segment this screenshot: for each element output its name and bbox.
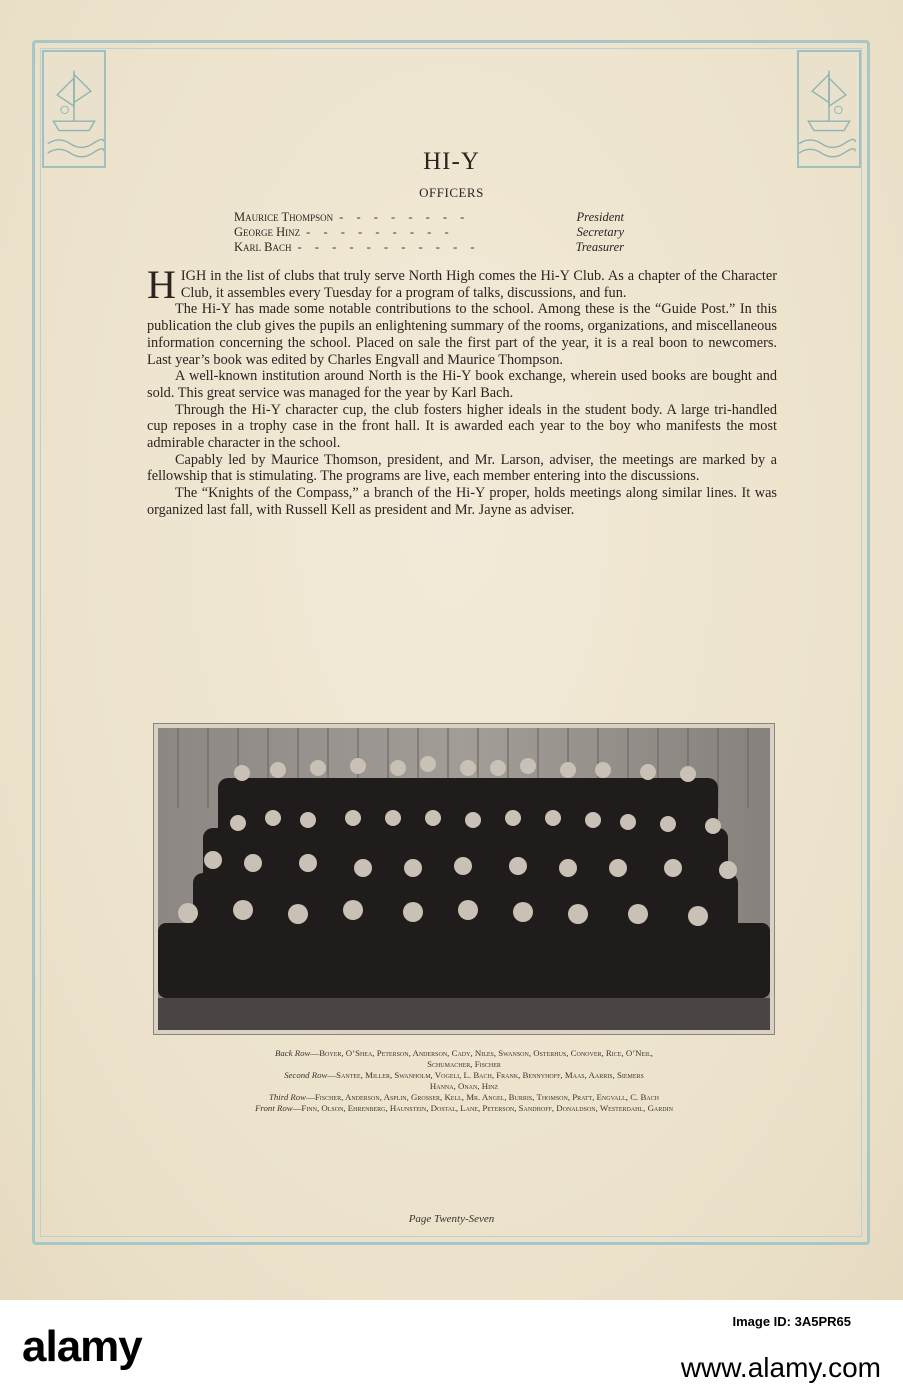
drop-cap: H: [147, 262, 176, 307]
paragraph: The “Knights of the Compass,” a branch of the Hi-Y proper, holds meetings along similar lines. It was organized last fall, with Russell Kell as president and Mr. Jayne as adviser.: [147, 485, 777, 518]
caption-third-row: [150, 1092, 778, 1103]
article-body: [147, 262, 777, 519]
officer-leader: - - - - - - - - - - -: [297, 240, 480, 254]
paragraph: Capably led by Maurice Thomson, president, and Mr. Larson, adviser, the meetings are marked by a fellowship that is stimulating. The programs are live, each member entering into the discussions.: [147, 451, 777, 485]
page-title: HI-Y: [423, 148, 480, 175]
caption-names: —Boyer, O’Shea, Peterson, Anderson, Cady, Niles, Swanson, Osterhus, Conover, Rice, O’Neil,: [310, 1048, 654, 1058]
caption-label: Third Row: [268, 1092, 307, 1102]
page-number: Page Twenty-Seven: [408, 1213, 495, 1225]
image-id: Image ID: 3A5PR65: [732, 1314, 851, 1329]
officers-list: [234, 210, 624, 255]
officer-leader: - - - - - - - -: [339, 210, 470, 224]
alamy-logo: alamy: [22, 1322, 142, 1371]
caption-second-row-cont: Hanna, Onan, Hinz: [429, 1081, 499, 1091]
caption-names: —Finn, Olson, Ehrenberg, Haunstein, Dostal, Lane, Peterson, Sandhoff, Donaldson, Westerdahl, Gardin: [292, 1103, 673, 1113]
officer-title: Secretary: [576, 225, 624, 239]
paragraph-text: IGH in the list of clubs that truly serve North High comes the Hi-Y Club. As a chapter of the Character Club, it assembles every Tuesday for a program of talks, discussions, and fun.: [180, 268, 777, 301]
caption-back-row-cont: Schumacher, Fischer: [427, 1059, 501, 1069]
officer-row: [234, 210, 624, 225]
officer-title: President: [576, 210, 624, 224]
officer-title: Treasurer: [575, 240, 624, 254]
caption-names: —Santee, Miller, Swanholm, Vogeli, L. Bach, Frank, Bennyhoff, Maas, Aarris, Siemers: [327, 1070, 644, 1080]
caption-second-row: [150, 1070, 778, 1081]
officer-name: Maurice Thompson: [234, 210, 334, 224]
group-photo: [154, 724, 774, 1034]
caption-label: Back Row: [274, 1048, 311, 1058]
officer-leader: - - - - - - - - -: [306, 225, 454, 239]
paragraph: [147, 262, 777, 307]
officer-name: Karl Bach: [234, 240, 292, 254]
officers-heading: OFFICERS: [419, 185, 484, 200]
officer-row: [234, 240, 624, 255]
paragraph: Through the Hi-Y character cup, the club fosters higher ideals in the student body. A large tri-handled cup reposes in a trophy case in the front hall. It is awarded each year to the boy who manifests the most admirable character in the school.: [147, 401, 777, 452]
caption-label: Front Row: [255, 1103, 293, 1113]
watermark-url: www.alamy.com: [680, 1352, 881, 1383]
caption-names: —Fischer, Anderson, Asplin, Grosser, Kell, Mr. Angel, Burris, Thomson, Pratt, Engvall, C. Bach: [306, 1092, 659, 1102]
caption-front-row: [150, 1103, 778, 1114]
officer-row: [234, 225, 624, 240]
stock-watermark-bar: [0, 1300, 903, 1390]
caption-label: Second Row: [284, 1070, 328, 1080]
photo-captions: [150, 1048, 778, 1114]
caption-back-row: [150, 1048, 778, 1059]
paragraph: The Hi-Y has made some notable contributions to the school. Among these is the “Guide Post.” In this publication the club gives the pupils an enlightening summary of the rooms, organizations, and miscellaneous information concerning the school. Placed on sale the first part of the year, it is a real boon to newcomers. Last year’s book was edited by Charles Engvall and Maurice Thompson.: [147, 301, 777, 368]
paragraph: A well-known institution around North is the Hi-Y book exchange, wherein used books are bought and sold. This great service was managed for the year by Karl Bach.: [147, 368, 777, 401]
officer-name: George Hinz: [234, 225, 301, 239]
